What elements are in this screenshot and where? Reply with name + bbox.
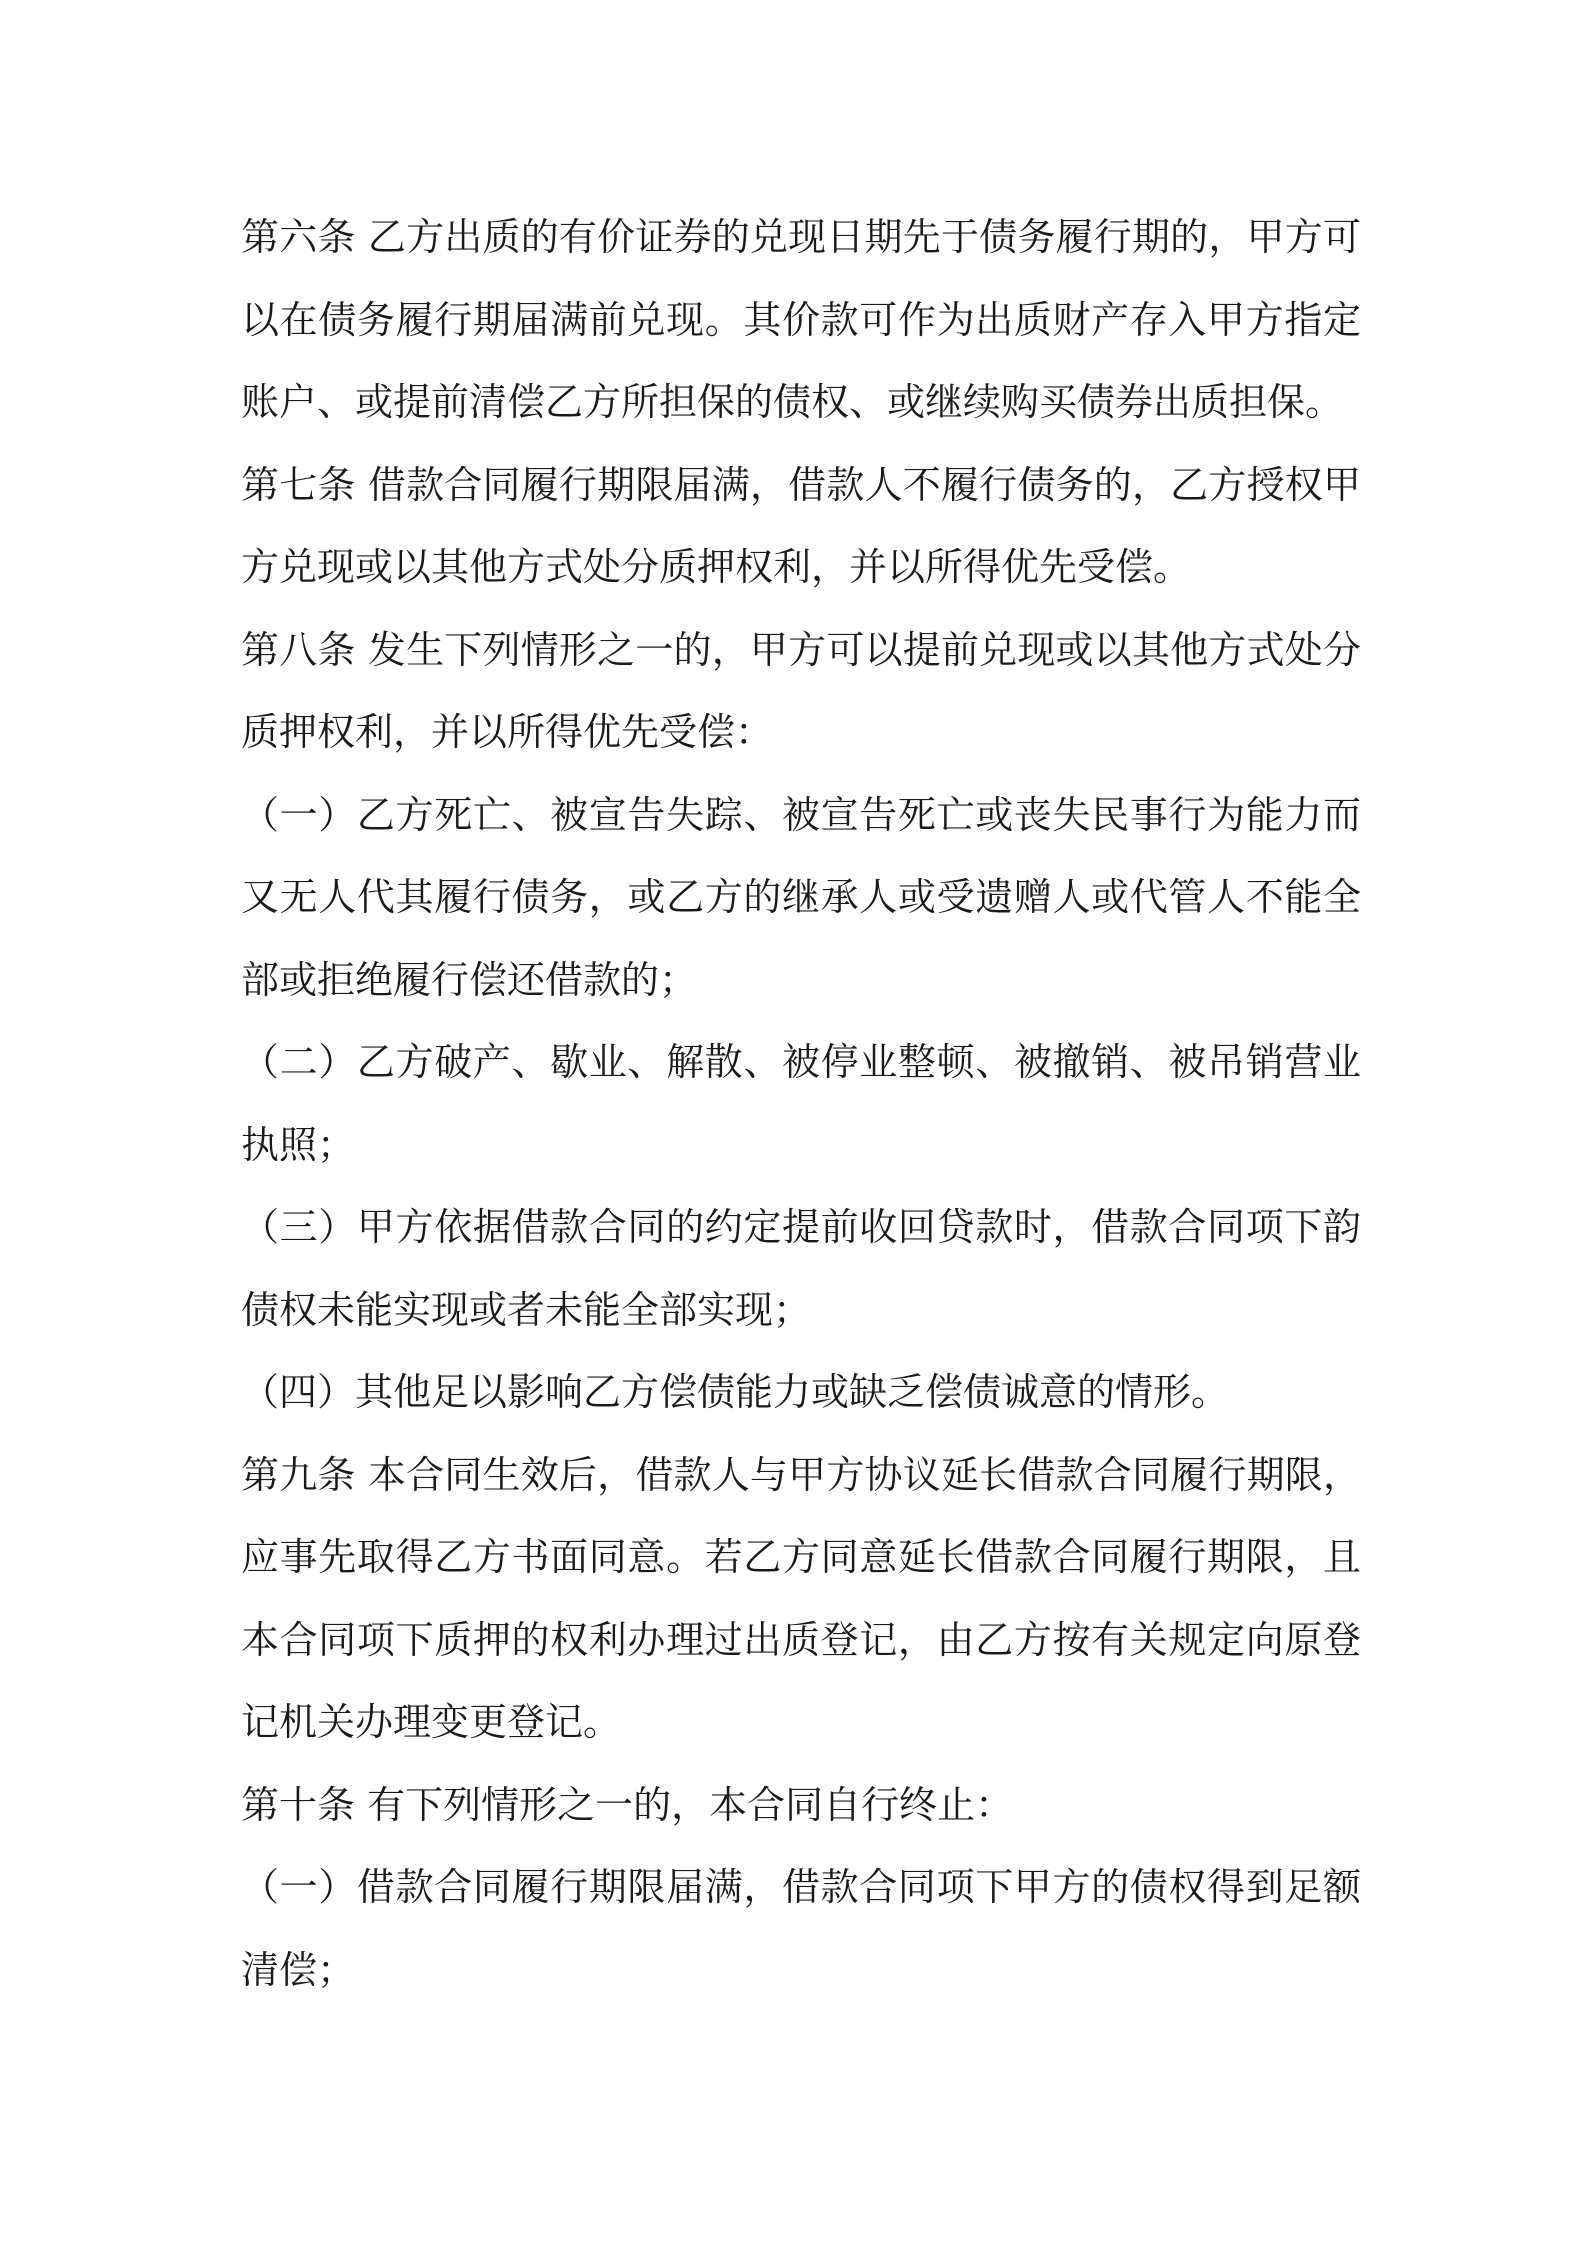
article-9-paragraph: 第九条 本合同生效后，借款人与甲方协议延长借款合同履行期限，应事先取得乙方书面同意。若乙方同意延长借款合同履行期限，且本合同项下质押的权利办理过出质登记，由乙方按有关规定向原登记机关办理变更登记。 bbox=[241, 1452, 1361, 1744]
article-7-paragraph: 第七条 借款合同履行期限届满，借款人不履行债务的，乙方授权甲方兑现或以其他方式处分质押权利，并以所得优先受偿。 bbox=[241, 462, 1361, 589]
article-6-paragraph: 第六条 乙方出质的有价证券的兑现日期先于债务履行期的，甲方可以在债务履行期届满前兑现。其价款可作为出质财产存入甲方指定账户、或提前清偿乙方所担保的债权、或继续购买债券出质担保。 bbox=[241, 215, 1361, 424]
article-8-item-3: （三）甲方依据借款合同的约定提前收回贷款时，借款合同项下韵债权未能实现或者未能全部实现； bbox=[241, 1205, 1361, 1332]
article-8-item-4: （四）其他足以影响乙方偿债能力或缺乏偿债诚意的情形。 bbox=[241, 1370, 1230, 1414]
document-body bbox=[241, 196, 1361, 2011]
article-10-paragraph: 第十条 有下列情形之一的，本合同自行终止： bbox=[241, 1782, 1014, 1827]
article-8-item-2: （二）乙方破产、歇业、解散、被停业整顿、被撤销、被吊销营业执照； bbox=[241, 1040, 1361, 1167]
article-8-paragraph: 第八条 发生下列情形之一的，甲方可以提前兑现或以其他方式处分质押权利，并以所得优先受偿： bbox=[241, 627, 1361, 754]
article-8-item-1: （一）乙方死亡、被宣告失踪、被宣告死亡或丧失民事行为能力而又无人代其履行债务，或乙方的继承人或受遗赠人或代管人不能全部或拒绝履行偿还借款的； bbox=[241, 792, 1361, 1002]
article-10-item-1: （一）借款合同履行期限届满，借款合同项下甲方的债权得到足额清偿； bbox=[241, 1865, 1361, 1992]
